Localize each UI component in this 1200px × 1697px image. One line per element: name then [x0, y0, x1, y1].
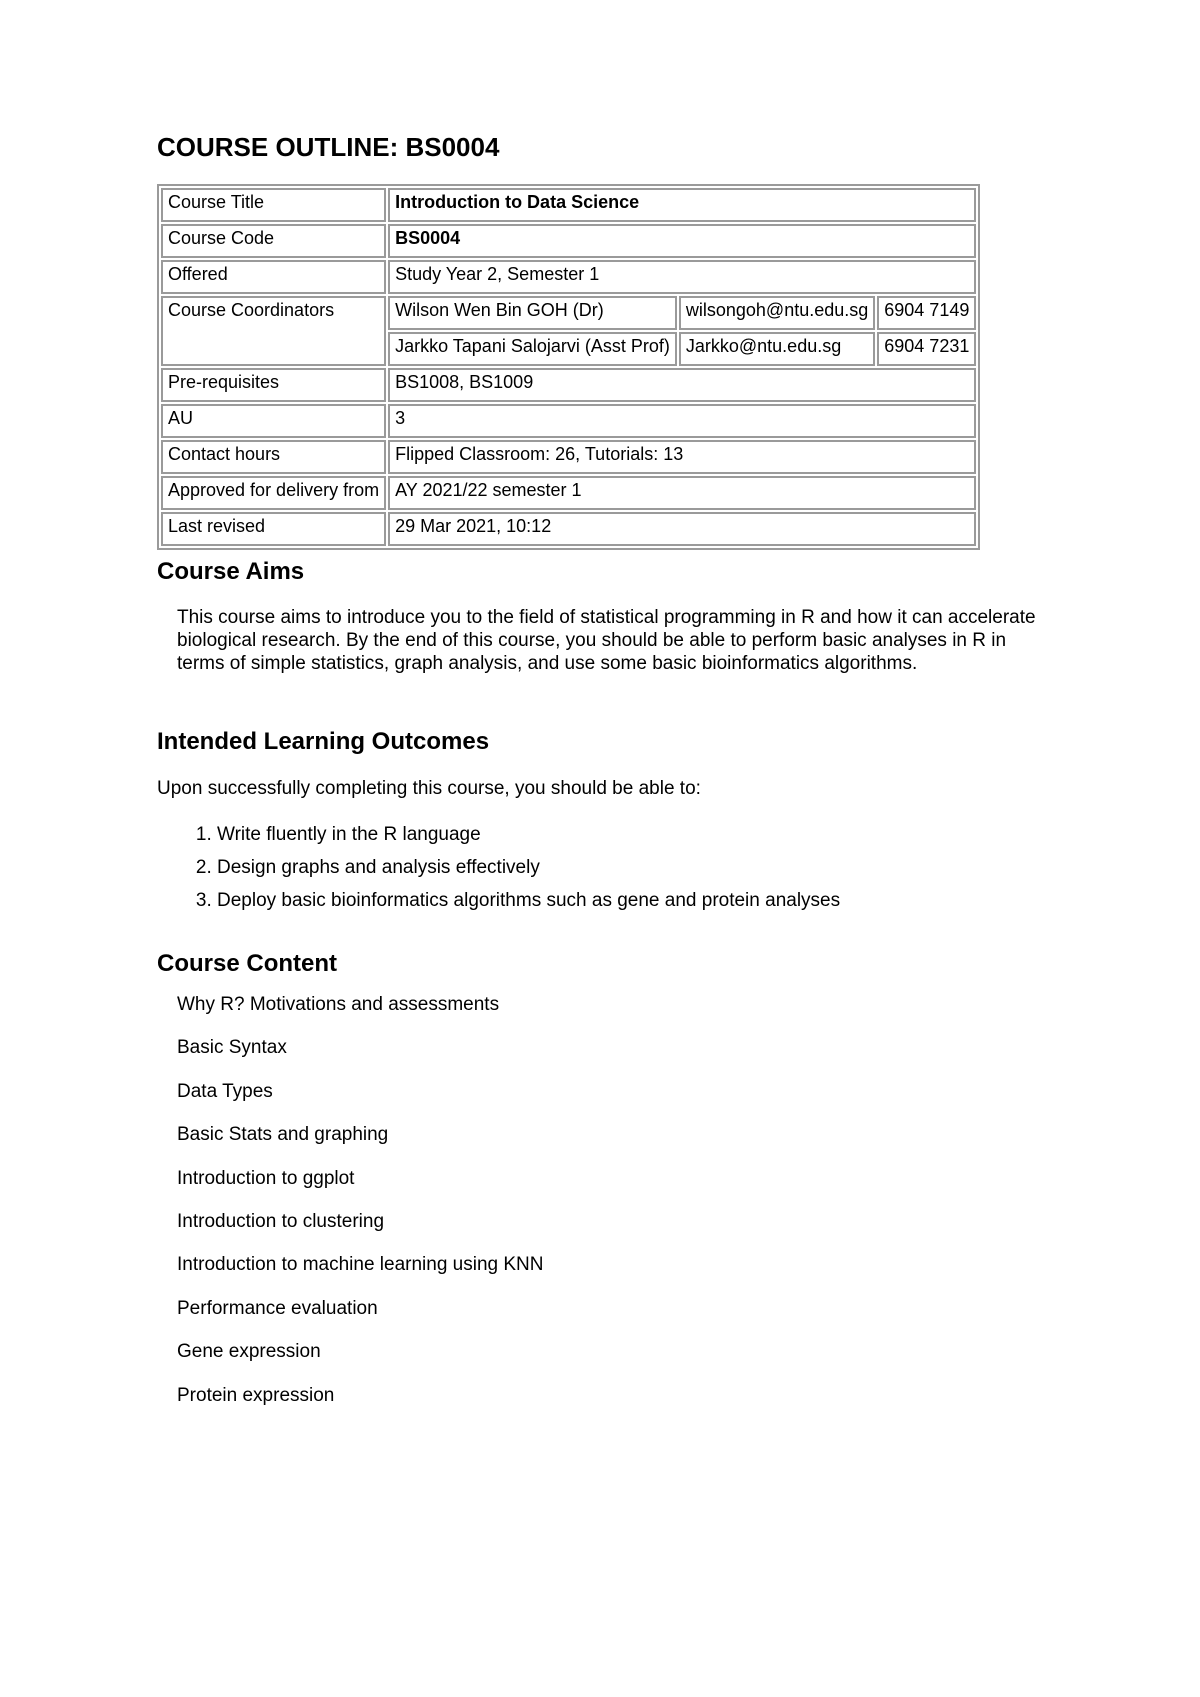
table-row: [161, 440, 976, 474]
list-item: 3. Deploy basic bioinformatics algorithms such as gene and protein analyses: [217, 884, 840, 917]
course-title-label: Course Title: [161, 188, 386, 222]
coordinator-name: Jarkko Tapani Salojarvi (Asst Prof): [388, 332, 677, 366]
course-title-value: Introduction to Data Science: [388, 188, 976, 222]
table-row: [161, 476, 976, 510]
page-title: COURSE OUTLINE: BS0004: [157, 132, 500, 162]
learning-outcomes-intro: Upon successfully completing this course, you should be able to:: [157, 778, 701, 799]
coordinator-phone: 6904 7231: [877, 332, 976, 366]
list-item: Introduction to machine learning using KNN: [177, 1254, 544, 1276]
table-row: [161, 224, 976, 258]
course-code-value: BS0004: [388, 224, 976, 258]
table-row: [161, 296, 976, 330]
coordinator-phone: 6904 7149: [877, 296, 976, 330]
contact-hours-label: Contact hours: [161, 440, 386, 474]
last-revised-value: 29 Mar 2021, 10:12: [388, 512, 976, 546]
list-item: Protein expression: [177, 1384, 335, 1406]
list-item: Gene expression: [177, 1341, 321, 1363]
list-item: Data Types: [177, 1080, 273, 1102]
learning-outcomes-heading: Intended Learning Outcomes: [157, 728, 490, 755]
table-row: [161, 512, 976, 546]
list-item: 1. Write fluently in the R language: [217, 818, 840, 851]
prereq-label: Pre-requisites: [161, 368, 386, 402]
course-content-heading: Course Content: [157, 950, 337, 977]
offered-value: Study Year 2, Semester 1: [388, 260, 976, 294]
list-item: Introduction to ggplot: [177, 1167, 355, 1189]
coordinator-email: wilsongoh@ntu.edu.sg: [679, 296, 875, 330]
list-item: Introduction to clustering: [177, 1210, 385, 1232]
au-label: AU: [161, 404, 386, 438]
list-item: Basic Stats and graphing: [177, 1124, 389, 1146]
course-code-label: Course Code: [161, 224, 386, 258]
list-item: 2. Design graphs and analysis effectively: [217, 851, 840, 884]
approved-label: Approved for delivery from: [161, 476, 386, 510]
coordinators-label: Course Coordinators: [161, 296, 386, 366]
list-item: Why R? Motivations and assessments: [177, 994, 500, 1015]
learning-outcomes-list: [157, 818, 840, 917]
prereq-value: BS1008, BS1009: [388, 368, 976, 402]
course-aims-text: This course aims to introduce you to the field of statistical programming in R and how it can accelerate biological research. By the end of this course, you should be able to perform basic analyses in R in terms of simple statistics, graph analysis, and use some basic bioinformatics algorithms.: [177, 607, 1036, 674]
course-aims-heading: Course Aims: [157, 558, 305, 585]
last-revised-label: Last revised: [161, 512, 386, 546]
table-row: [161, 188, 976, 222]
course-content-list: [177, 993, 543, 1427]
course-info-table: [157, 184, 980, 550]
au-value: 3: [388, 404, 976, 438]
contact-hours-value: Flipped Classroom: 26, Tutorials: 13: [388, 440, 976, 474]
table-row: [161, 260, 976, 294]
coordinator-name: Wilson Wen Bin GOH (Dr): [388, 296, 677, 330]
offered-label: Offered: [161, 260, 386, 294]
coordinator-email: Jarkko@ntu.edu.sg: [679, 332, 875, 366]
table-row: [161, 368, 976, 402]
list-item: Performance evaluation: [177, 1297, 378, 1319]
table-row: [161, 404, 976, 438]
approved-value: AY 2021/22 semester 1: [388, 476, 976, 510]
list-item: Basic Syntax: [177, 1037, 287, 1059]
